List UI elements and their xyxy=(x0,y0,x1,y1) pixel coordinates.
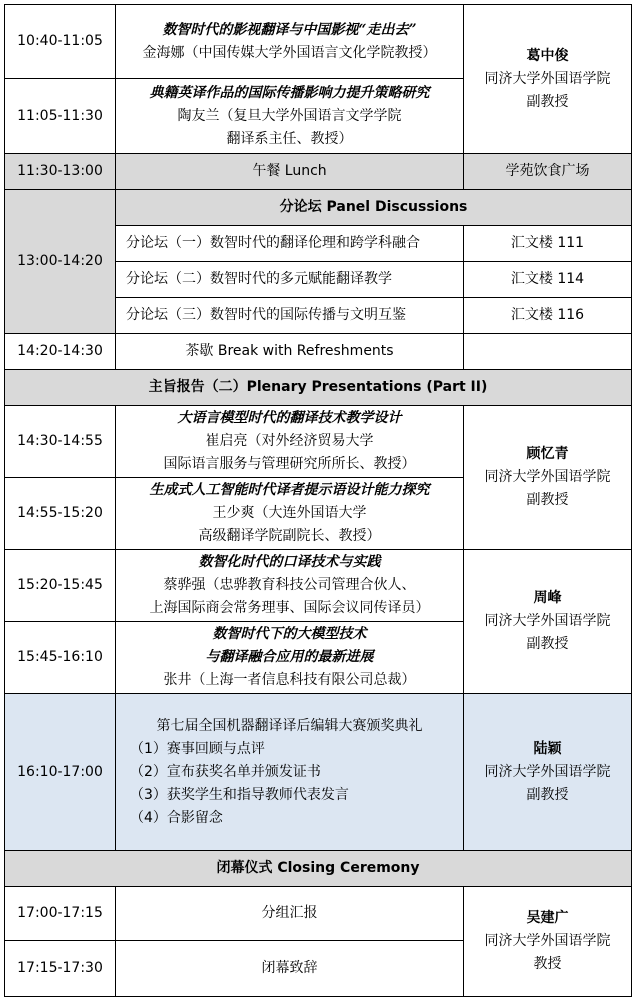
speaker-affiliation: （复旦大学外国语言文学学院 xyxy=(219,107,402,124)
panel-label: 分论坛（一）数智时代的翻译伦理和跨学科融合 xyxy=(116,226,464,262)
talk-cell xyxy=(116,5,464,79)
chair-title: 副教授 xyxy=(526,786,569,803)
speaker-affiliation-cont: 国际语言服务与管理研究所所长、教授） xyxy=(163,456,416,472)
chair-name: 周峰 xyxy=(533,590,562,606)
talk-title-cont: 与翻译融合应用的最新进展 xyxy=(205,649,374,665)
speaker-name: 张井 xyxy=(163,672,192,688)
speaker-line xyxy=(116,669,463,692)
closing-row xyxy=(5,887,632,941)
chair-org: 同济大学外国语学院 xyxy=(484,70,611,87)
panel-header: 分论坛 Panel Discussions xyxy=(116,190,632,226)
time-cell: 10:40-11:05 xyxy=(5,5,116,79)
speaker-line xyxy=(116,574,463,597)
time-cell: 17:00-17:15 xyxy=(5,887,116,941)
award-title: 第七届全国机器翻译译后编辑大赛颁奖典礼 xyxy=(156,717,423,734)
time-cell: 14:20-14:30 xyxy=(5,334,116,370)
panel-label: 分论坛（三）数智时代的国际传播与文明互鉴 xyxy=(116,298,464,334)
talk-title: 典籍英译作品的国际传播影响力提升策略研究 xyxy=(149,84,430,101)
chair-name: 顾忆青 xyxy=(526,446,569,462)
agenda-table xyxy=(4,4,632,997)
speaker-affiliation: （上海一者信息科技有限公司总裁） xyxy=(191,672,416,688)
speaker-affiliation-cont: 上海国际商会常务理事、国际会议同传译员） xyxy=(149,600,430,616)
chair-title: 副教授 xyxy=(526,93,569,110)
panel-room: 汇文楼 111 xyxy=(464,226,632,262)
speaker-name: 金海娜 xyxy=(142,44,185,61)
talk-title: 生成式人工智能时代译者提示语设计能力探究 xyxy=(149,482,430,498)
plenary-header-row xyxy=(5,370,632,406)
talk-title: 数智化时代的口译技术与实践 xyxy=(198,554,381,570)
chair-cell xyxy=(464,694,632,851)
empty-cell xyxy=(464,334,632,370)
chair-cell xyxy=(464,550,632,694)
award-item: （1）赛事回顾与点评 xyxy=(130,740,265,757)
time-cell: 13:00-14:20 xyxy=(5,190,116,334)
session-row xyxy=(5,406,632,478)
chair-name: 陆颖 xyxy=(533,740,562,757)
speaker-name: 崔启亮 xyxy=(205,433,248,449)
chair-title: 副教授 xyxy=(526,636,569,652)
session-row xyxy=(5,550,632,622)
award-row xyxy=(5,694,632,851)
panel-label: 分论坛（二）数智时代的多元赋能翻译教学 xyxy=(116,262,464,298)
chair-title: 副教授 xyxy=(526,492,569,508)
award-item: （2）宣布获奖名单并颁发证书 xyxy=(130,763,321,780)
speaker-affiliation: （忠骅教育科技公司管理合伙人、 xyxy=(205,577,416,593)
chair-org: 同济大学外国语学院 xyxy=(484,763,611,780)
talk-title: 大语言模型时代的翻译技术教学设计 xyxy=(177,410,402,426)
time-cell: 15:20-15:45 xyxy=(5,550,116,622)
speaker-affiliation: （对外经济贸易大学 xyxy=(247,433,374,449)
break-row xyxy=(5,334,632,370)
chair-org: 同济大学外国语学院 xyxy=(484,613,611,629)
speaker-affiliation-cont: 高级翻译学院副院长、教授） xyxy=(198,528,381,544)
award-item: （3）获奖学生和指导教师代表发言 xyxy=(130,786,349,803)
speaker-line xyxy=(116,502,463,525)
chair-cell xyxy=(464,406,632,550)
time-cell: 17:15-17:30 xyxy=(5,941,116,997)
time-cell: 11:30-13:00 xyxy=(5,154,116,190)
talk-cell xyxy=(116,622,464,694)
closing-header-row xyxy=(5,851,632,887)
speaker-affiliation: （中国传媒大学外国语言文化学院教授） xyxy=(184,44,437,61)
chair-name: 葛中俊 xyxy=(526,47,569,64)
break-label: 茶歇 Break with Refreshments xyxy=(116,334,464,370)
speaker-affiliation-cont: 翻译系主任、教授） xyxy=(226,130,353,147)
chair-cell xyxy=(464,887,632,997)
time-cell: 14:30-14:55 xyxy=(5,406,116,478)
session-row xyxy=(5,5,632,79)
speaker-line xyxy=(116,105,463,128)
talk-cell xyxy=(116,79,464,154)
award-item: （4）合影留念 xyxy=(130,809,223,826)
chair-org: 同济大学外国语学院 xyxy=(484,469,611,485)
chair-cell xyxy=(464,5,632,154)
closing-label: 分组汇报 xyxy=(116,887,464,941)
panel-header-row xyxy=(5,190,632,226)
lunch-label: 午餐 Lunch xyxy=(116,154,464,190)
chair-name: 吴建广 xyxy=(526,910,569,926)
lunch-place: 学苑饮食广场 xyxy=(464,154,632,190)
time-cell: 15:45-16:10 xyxy=(5,622,116,694)
speaker-line xyxy=(116,430,463,453)
panel-room: 汇文楼 114 xyxy=(464,262,632,298)
time-cell: 16:10-17:00 xyxy=(5,694,116,851)
chair-org: 同济大学外国语学院 xyxy=(484,933,611,949)
talk-cell xyxy=(116,550,464,622)
speaker-name: 王少爽 xyxy=(212,505,255,521)
speaker-name: 蔡骅强 xyxy=(163,577,206,593)
closing-header: 闭幕仪式 Closing Ceremony xyxy=(5,851,632,887)
talk-title: 数智时代下的大模型技术 xyxy=(212,626,367,642)
plenary-header: 主旨报告（二）Plenary Presentations (Part II) xyxy=(5,370,632,406)
talk-cell xyxy=(116,478,464,550)
chair-title: 教授 xyxy=(533,956,562,972)
closing-label: 闭幕致辞 xyxy=(116,941,464,997)
award-list xyxy=(116,715,463,830)
speaker-name: 陶友兰 xyxy=(177,107,220,124)
panel-room: 汇文楼 116 xyxy=(464,298,632,334)
time-cell: 11:05-11:30 xyxy=(5,79,116,154)
award-cell xyxy=(116,694,464,851)
lunch-row xyxy=(5,154,632,190)
speaker-affiliation: （大连外国语大学 xyxy=(254,505,367,521)
speaker-line xyxy=(116,42,463,65)
talk-title: 数智时代的影视翻译与中国影视“走出去” xyxy=(162,21,417,38)
talk-cell xyxy=(116,406,464,478)
time-cell: 14:55-15:20 xyxy=(5,478,116,550)
